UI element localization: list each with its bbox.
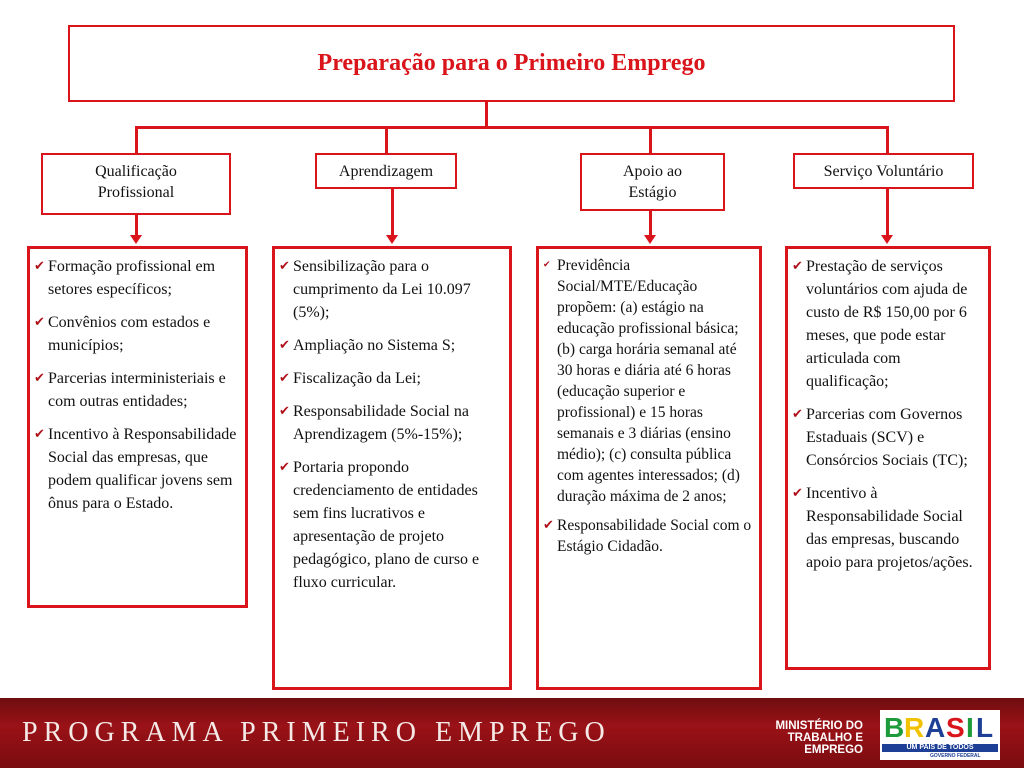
checkmark-icon: ✔	[34, 315, 45, 330]
checkmark-icon: ✔	[279, 259, 290, 274]
panel-list	[543, 255, 755, 557]
checkmark-icon: ✔	[792, 486, 803, 501]
list-item: ✔ Previdência Social/MTE/Educação propõem: (a) estágio na educação profissional básica; (b) carga horária semanal até 30 horas e diária até 6 horas (educação superior e profissional) e 15 horas semanais e 3 diárias (ensino médio); (c) consulta pública com agentes interessados; (d) duração máxima de 2 anos;	[543, 257, 740, 505]
arrow-head-3	[644, 235, 656, 244]
panel-list	[279, 255, 505, 594]
footer-banner	[0, 698, 1024, 768]
arrow-shaft-3	[649, 211, 652, 237]
arrow-head-1	[130, 235, 142, 244]
list-item: ✔ Responsabilidade Social com o Estágio Cidadão.	[543, 517, 752, 555]
category-label: Aprendizagem	[338, 163, 434, 180]
arrow-shaft-1	[135, 215, 138, 237]
panel-list	[792, 255, 984, 574]
list-item: ✔ Incentivo à Responsabilidade Social das empresas, que podem qualificar jovens sem ônus para o Estado.	[34, 423, 241, 515]
diagram-title-box	[68, 25, 955, 102]
panel-aprendizagem	[272, 246, 512, 690]
connector-trunk	[485, 102, 488, 128]
brasil-logo: B R A S I L UM PAÍS DE TODOS GOVERNO FEDERAL	[880, 710, 1000, 760]
connector-drop-2	[385, 126, 388, 154]
brasil-slogan: UM PAÍS DE TODOS	[882, 744, 998, 752]
list-item: ✔ Parcerias interministeriais e com outras entidades;	[34, 367, 241, 413]
checkmark-icon: ✔	[792, 259, 803, 274]
list-item: ✔ Ampliação no Sistema S;	[279, 334, 505, 357]
list-item: ✔ Formação profissional em setores específicos;	[34, 255, 241, 301]
list-item: ✔ Portaria propondo credenciamento de entidades sem fins lucrativos e apresentação de projeto pedagógico, plano de curso e fluxo curricular.	[279, 456, 505, 594]
category-aprendizagem	[315, 153, 457, 189]
list-item: ✔ Sensibilização para o cumprimento da Lei 10.097 (5%);	[279, 255, 505, 324]
checkmark-icon: ✔	[543, 260, 551, 270]
connector-drop-1	[135, 126, 138, 154]
diagram-title: Preparação para o Primeiro Emprego	[317, 50, 706, 76]
panel-servico-voluntario	[785, 246, 991, 670]
category-servico-voluntario	[793, 153, 974, 189]
checkmark-icon: ✔	[279, 404, 290, 419]
connector-drop-3	[649, 126, 652, 154]
list-item: ✔ Convênios com estados e municípios;	[34, 311, 241, 357]
checkmark-icon: ✔	[279, 371, 290, 386]
panel-apoio-estagio	[536, 246, 762, 690]
program-name: PROGRAMA PRIMEIRO EMPREGO	[22, 717, 611, 748]
connector-drop-4	[886, 126, 889, 154]
category-apoio-estagio	[580, 153, 725, 211]
ministry-logo: MINISTÉRIO DO TRABALHO E EMPREGO	[775, 720, 863, 756]
category-label: Apoio ao Estágio	[622, 163, 683, 201]
arrow-shaft-2	[391, 189, 394, 237]
connector-horizontal	[135, 126, 889, 129]
arrow-head-2	[386, 235, 398, 244]
checkmark-icon: ✔	[34, 371, 45, 386]
category-label: Qualificação Profissional	[95, 163, 177, 201]
category-qualificacao	[41, 153, 231, 215]
list-item: ✔ Responsabilidade Social na Aprendizagem (5%-15%);	[279, 400, 505, 446]
checkmark-icon: ✔	[792, 407, 803, 422]
list-item: ✔ Parcerias com Governos Estaduais (SCV) e Consórcios Sociais (TC);	[792, 403, 984, 472]
checkmark-icon: ✔	[279, 338, 290, 353]
panel-qualificacao	[27, 246, 248, 608]
checkmark-icon: ✔	[34, 259, 45, 274]
brasil-gov: GOVERNO FEDERAL	[930, 753, 981, 759]
arrow-shaft-4	[886, 189, 889, 237]
list-item: ✔ Incentivo à Responsabilidade Social das empresas, buscando apoio para projetos/ações.	[792, 482, 984, 574]
arrow-head-4	[881, 235, 893, 244]
list-item: ✔ Prestação de serviços voluntários com ajuda de custo de R$ 150,00 por 6 meses, que pode estar articulada com qualificação;	[792, 255, 984, 393]
checkmark-icon: ✔	[34, 427, 45, 442]
category-label: Serviço Voluntário	[823, 163, 944, 180]
list-item: ✔ Fiscalização da Lei;	[279, 367, 505, 390]
panel-list	[34, 255, 241, 515]
checkmark-icon: ✔	[543, 518, 554, 533]
checkmark-icon: ✔	[279, 460, 290, 475]
